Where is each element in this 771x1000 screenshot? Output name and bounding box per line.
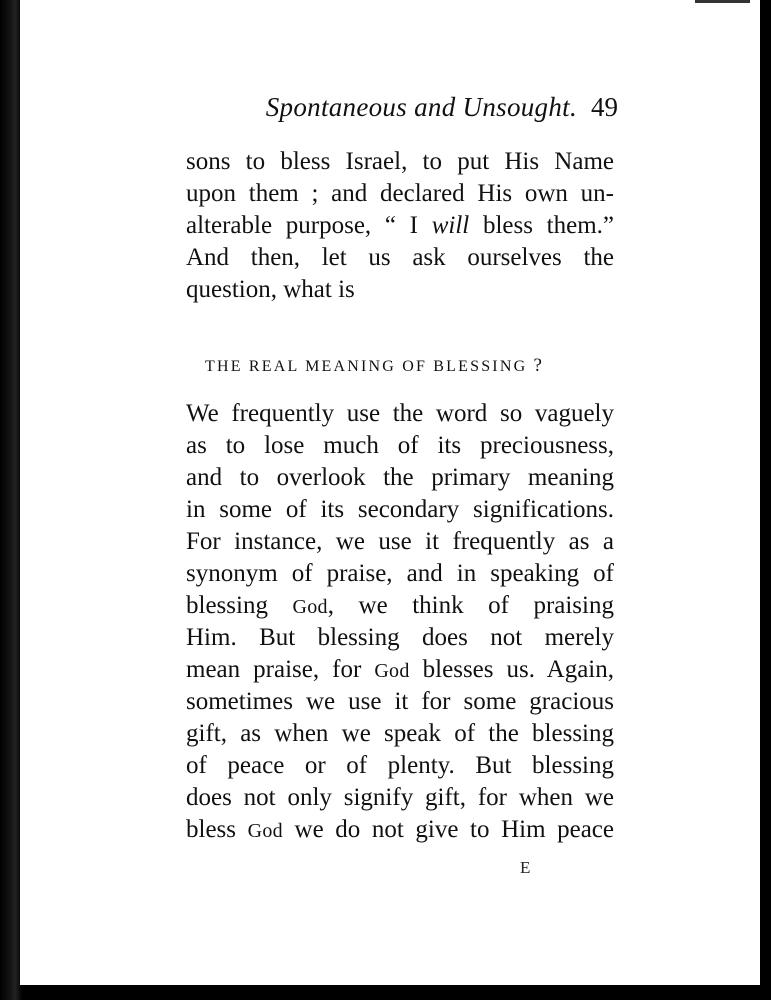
text-line: question, what is: [186, 276, 355, 303]
text-line: Him. But blessing does not merely: [186, 624, 614, 651]
text-line: For instance, we use it frequently as a: [186, 528, 614, 555]
text-line: sometimes we use it for some gracious: [186, 688, 614, 715]
text-line: And then, let us ask ourselves the: [186, 244, 614, 271]
paragraph-1: [186, 146, 614, 306]
running-head-title: Spontaneous and Unsought.: [265, 92, 577, 122]
text-line: We frequently use the word so vaguely: [186, 400, 614, 427]
small-caps-god: God: [292, 596, 328, 618]
text-fragment: alterable purpose, “ I: [186, 212, 432, 239]
text-line: [186, 590, 614, 622]
page-number: 49: [591, 92, 618, 122]
small-caps-god: God: [374, 660, 410, 682]
section-heading-text: THE REAL MEANING OF BLESSING: [205, 358, 528, 375]
running-head: [20, 92, 618, 123]
text-line: [186, 654, 614, 686]
text-line: [186, 210, 614, 242]
italic-word: will: [431, 212, 470, 239]
text-fragment: blessing: [186, 592, 293, 619]
text-line: as to lose much of its preciousness,: [186, 432, 614, 459]
text-line: [186, 814, 614, 846]
text-fragment: we do not give to Him peace: [282, 816, 614, 843]
text-fragment: bless them.”: [469, 212, 614, 239]
text-line: and to overlook the primary meaning: [186, 464, 614, 491]
text-fragment: bless: [186, 816, 248, 843]
text-line: gift, as when we speak of the blessing: [186, 720, 614, 747]
text-line: of peace or of plenty. But blessing: [186, 752, 614, 779]
text-line: sons to bless Israel, to put His Name: [186, 148, 614, 175]
book-page: [20, 0, 760, 985]
signature-mark: E: [520, 858, 531, 877]
paragraph-2: [186, 398, 614, 846]
scan-edge-mark: [695, 0, 750, 3]
binding-gutter: [0, 0, 22, 1000]
text-fragment: mean praise, for: [186, 656, 375, 683]
text-fragment: blesses us. Again,: [409, 656, 614, 683]
text-line: synonym of praise, and in speaking of: [186, 560, 614, 587]
small-caps-god: God: [247, 820, 283, 842]
text-line: upon them ; and declared His own un-: [186, 180, 614, 207]
section-heading: [205, 355, 605, 377]
section-heading-punct: ?: [533, 355, 542, 376]
text-line: does not only signify gift, for when we: [186, 784, 614, 811]
text-fragment: , we think of praising: [327, 592, 614, 619]
text-line: in some of its secondary significations.: [186, 496, 614, 523]
